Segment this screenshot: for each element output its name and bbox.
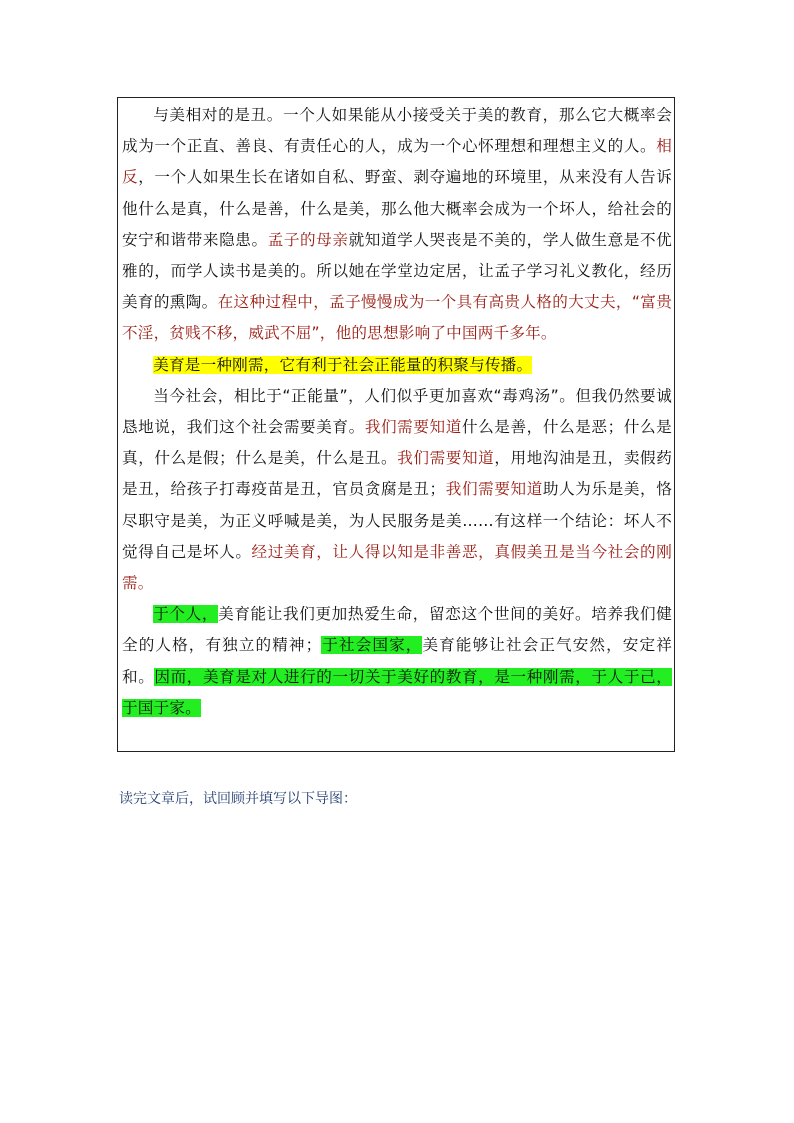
text-segment: ，一个人如果生长在诸如自私、野蛮、剥夺遍地的环境里，从来没有人告诉他什么是真，什么是善，什么是美，那么他大概率会成为一个坏人，给社会的安宁和谐带来隐患。 <box>122 168 673 249</box>
paragraph-1 <box>122 100 672 350</box>
text-segment: 美育能让我们更加热爱生命，留恋这个世间的美好。培养我们健全的人格，有独立的精神； <box>122 605 672 655</box>
text-segment: 当今社会，相比于“正能量”，人们似乎更加喜欢“毒鸡汤”。但我仍然要诚恳地说，我们这个社会需要美育。 <box>122 386 672 437</box>
instruction-caption: 读完文章后，试回顾并填写以下导图： <box>119 791 357 807</box>
text-segment: 什么是善，什么是恶；什么是真，什么是假；什么是美，什么是丑。 <box>122 418 672 468</box>
text-segment-red: 孟子的母亲 <box>267 230 349 249</box>
text-segment-green: 于个人， <box>153 605 219 624</box>
text-segment-red: 在这种过程中，孟子慢慢成为一个具有高贵人格的大丈夫，“富贵不淫，贫贱不移，威武不屈”，他的思想影响了中国两千多年。 <box>122 293 672 343</box>
text-segment-yellow: 美育是一种刚需，它有利于社会正能量的积聚与传播。 <box>153 355 533 374</box>
text-segment-red: 我们需要知道 <box>397 449 495 468</box>
text-segment: ，用地沟油是丑，卖假药是丑，给孩子打毒疫苗是丑，官员贪腐是丑； <box>122 449 673 499</box>
paragraph-3 <box>122 381 672 599</box>
passage-box <box>117 97 675 752</box>
text-segment-red: 相反 <box>122 137 672 187</box>
paragraph-2 <box>122 350 672 381</box>
text-segment: 美育能够让社会正气安然，安定祥和。 <box>122 636 672 686</box>
text-segment-red: 我们需要知道 <box>364 418 462 437</box>
text-segment-red: 我们需要知道 <box>445 480 543 499</box>
text-segment-green: 于社会国家， <box>321 636 423 655</box>
text-segment: 就知道学人哭丧是不美的，学人做生意是不优雅的，而学人读书是美的。所以她在学堂边定居，让孟子学习礼义教化，经历美育的熏陶。 <box>122 230 672 312</box>
text-segment: 与美相对的是丑。一个人如果能从小接受关于美的教育，那么它大概率会成为一个正直、善良、有责任心的人，成为一个心怀理想和理想主义的人。 <box>122 106 672 156</box>
text-segment-green: 因而，美育是对人进行的一切关于美好的教育，是一种刚需，于人于己，于国于家。 <box>122 667 673 717</box>
paragraph-4 <box>122 599 672 724</box>
text-segment-red: 经过美育，让人得以知是非善恶，真假美丑是当今社会的刚需。 <box>122 542 673 593</box>
text-segment: 助人为乐是美，恪尽职守是美，为正义呼喊是美，为人民服务是美……有这样一个结论：坏人不觉得自己是坏人。 <box>122 480 672 561</box>
